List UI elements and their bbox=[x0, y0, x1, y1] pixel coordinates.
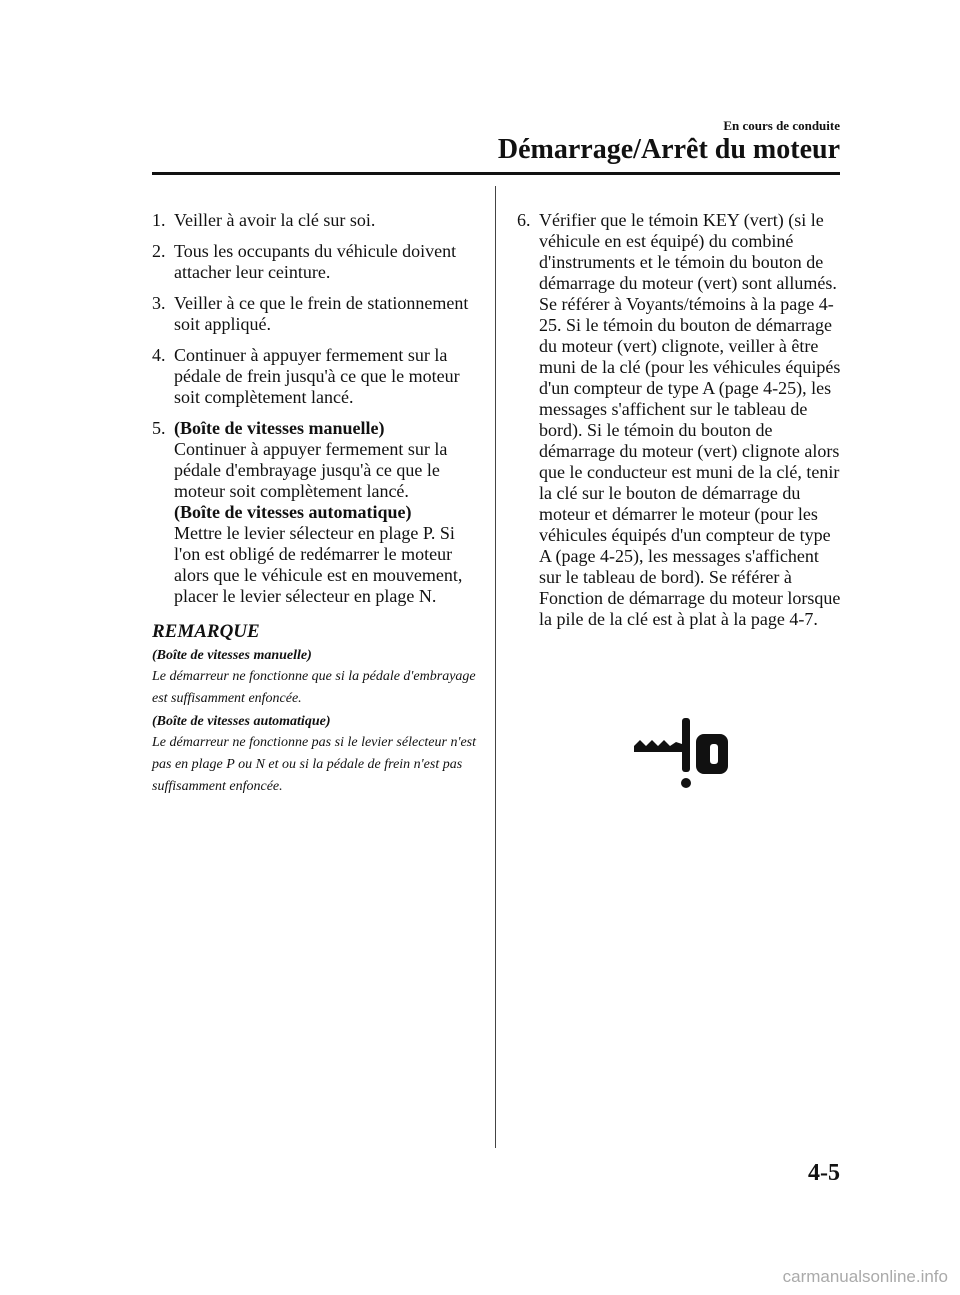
manual-transmission-heading: (Boîte de vitesses manuelle) bbox=[174, 418, 385, 438]
remark-auto-heading: (Boîte de vitesses automatique) bbox=[152, 714, 331, 729]
page-number: 4-5 bbox=[808, 1160, 840, 1186]
manual-transmission-text: Continuer à appuyer fermement sur la pédale d'embrayage jusqu'à ce que le moteur soit complètement lancé. bbox=[174, 439, 448, 501]
step-number: 4. bbox=[152, 345, 166, 365]
left-column bbox=[152, 210, 477, 800]
header-section-label: En cours de conduite bbox=[723, 118, 840, 133]
step-number: 5. bbox=[152, 418, 166, 438]
step-body bbox=[174, 418, 477, 607]
step-text: Veiller à ce que le frein de stationnement soit appliqué. bbox=[174, 293, 469, 334]
remark-box bbox=[152, 621, 477, 798]
page-title: Démarrage/Arrêt du moteur bbox=[497, 134, 840, 165]
column-divider bbox=[495, 186, 496, 1148]
step-4 bbox=[152, 345, 477, 408]
step-3 bbox=[152, 293, 477, 335]
automatic-transmission-heading: (Boîte de vitesses automatique) bbox=[174, 502, 412, 522]
step-number: 1. bbox=[152, 210, 166, 230]
header-rule bbox=[152, 172, 840, 175]
watermark: carmanualsonline.info bbox=[782, 1267, 948, 1286]
remark-manual-text: Le démarreur ne fonctionne que si la pédale d'embrayage est suffisamment enfoncée. bbox=[152, 669, 476, 706]
remark-manual-heading: (Boîte de vitesses manuelle) bbox=[152, 648, 312, 663]
remark-title: REMARQUE bbox=[152, 621, 260, 642]
step-2 bbox=[152, 241, 477, 283]
step-number: 3. bbox=[152, 293, 166, 313]
step-number: 2. bbox=[152, 241, 166, 261]
remark-auto-text: Le démarreur ne fonctionne pas si le levier sélecteur n'est pas en plage P ou N et ou si la pédale de frein n'est pas suffisamment enfoncée. bbox=[152, 735, 477, 794]
right-column bbox=[517, 210, 842, 640]
step-number: 6. bbox=[517, 210, 531, 230]
step-text: Continuer à appuyer fermement sur la pédale de frein jusqu'à ce que le moteur soit complètement lancé. bbox=[174, 345, 460, 407]
step-5 bbox=[152, 418, 477, 607]
step-1 bbox=[152, 210, 477, 231]
automatic-transmission-text: Mettre le levier sélecteur en plage P. Si l'on est obligé de redémarrer le moteur alors que le véhicule est en mouvement, placer le levier sélecteur en plage N. bbox=[174, 523, 463, 606]
step-text: Veiller à avoir la clé sur soi. bbox=[174, 210, 376, 230]
step-text: Tous les occupants du véhicule doivent attacher leur ceinture. bbox=[174, 241, 457, 282]
key-warning-icon bbox=[630, 716, 730, 790]
step-text: Vérifier que le témoin KEY (vert) (si le véhicule en est équipé) du combiné d'instruments et le témoin du bouton de démarrage du moteur (vert) sont allumés. Se référer à Voyants/témoins à la page 4-25. Si le témoin du bouton de démarrage du moteur (vert) clignote, veiller à être muni de la clé (pour les véhicules équipés d'un compteur de type A (page 4-25), les messages s'affichent sur le tableau de bord). Si le témoin du bouton de démarrage du moteur (vert) clignote alors que le conducteur est muni de la clé, tenir la clé sur le bouton de démarrage du moteur et démarrer le moteur (pour les véhicules équipés d'un compteur de type A (page 4-25), les messages s'affichent sur le tableau de bord). Se référer à Fonction de démarrage du moteur lorsque la pile de la clé est à plat à la page 4-7. bbox=[539, 210, 841, 629]
step-6 bbox=[517, 210, 842, 630]
